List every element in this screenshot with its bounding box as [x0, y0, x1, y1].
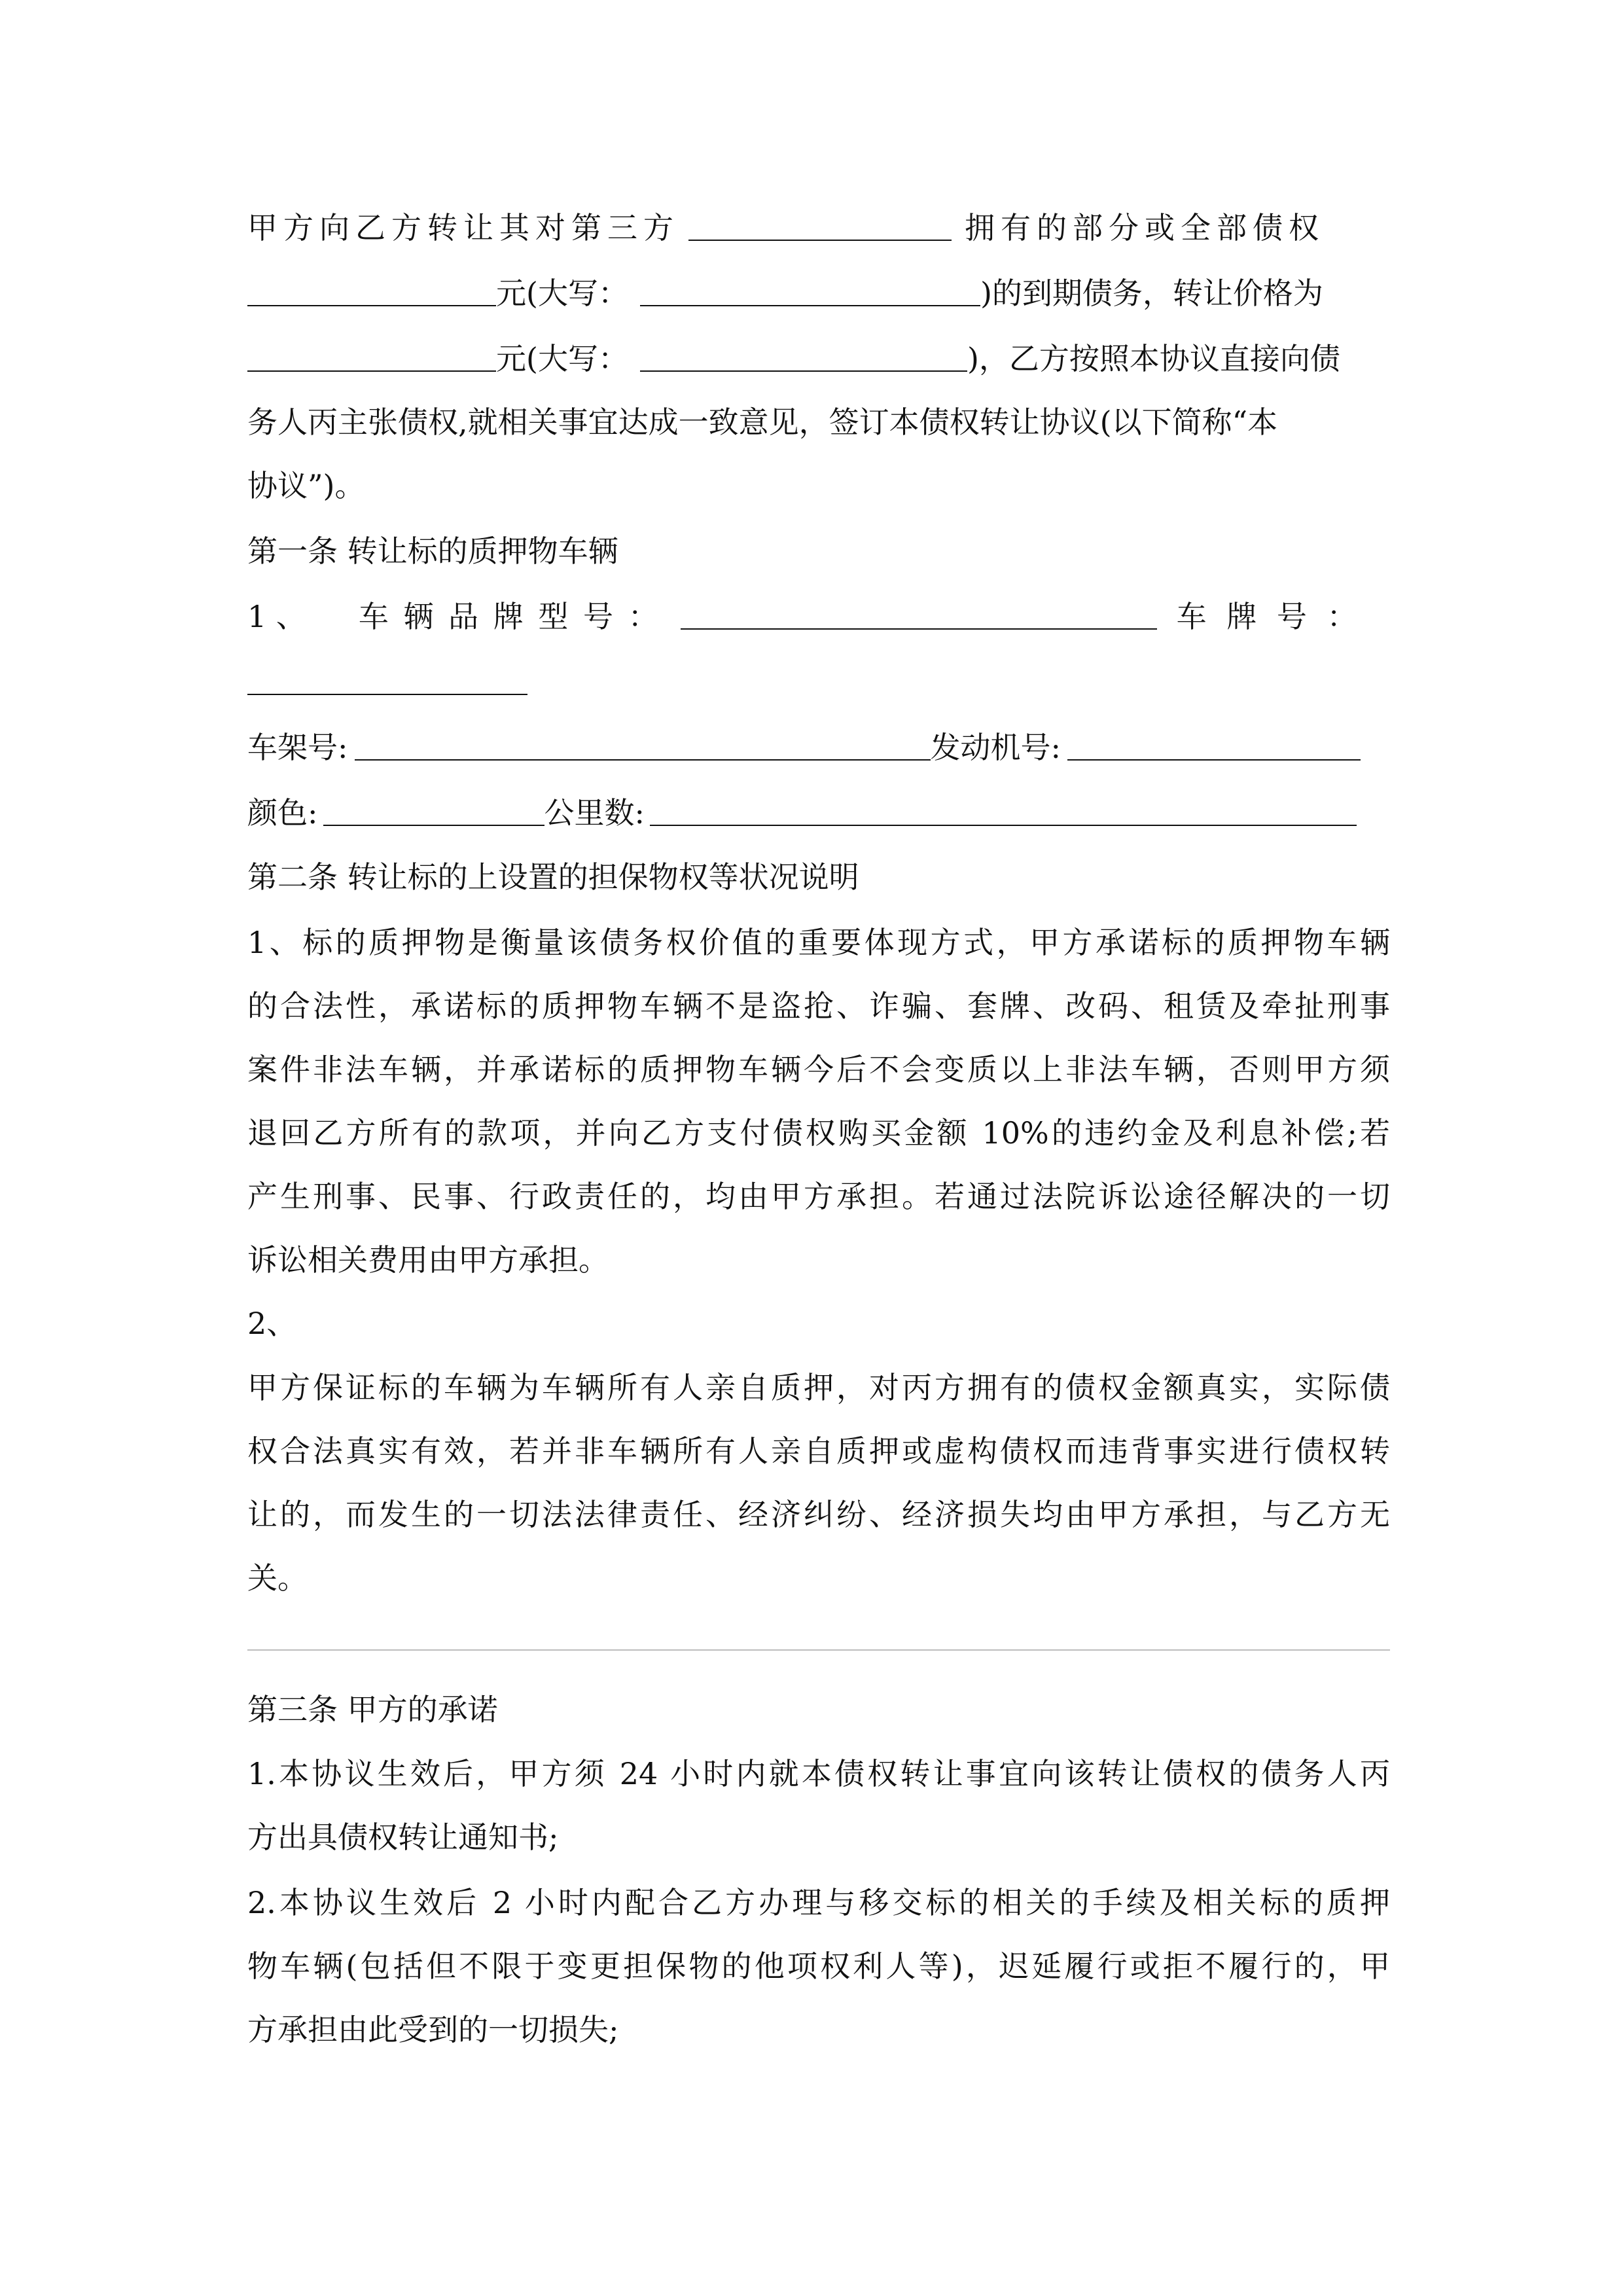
article-2-item-2-number: 2、 [247, 1306, 297, 1341]
color-mileage-line [247, 793, 1390, 833]
vehicle-brand-line [247, 597, 1390, 636]
article-3-p1-line: 方出具债权转让通知书; [247, 1820, 559, 1855]
divider-line [247, 1649, 1390, 1651]
color-blank [323, 796, 544, 826]
brand-model-blank [681, 600, 1157, 630]
article-1-title: 第一条 转让标的质押物车辆 [247, 533, 618, 569]
article-3-p2-line: 2.本协议生效后 2 小时内配合乙方办理与移交标的相关的手续及相关标的质押 [247, 1885, 1390, 1920]
intro-line-1 [247, 208, 1390, 247]
engine-number-blank [1067, 730, 1361, 761]
intro-text: )，乙方按照本协议直接向债 [967, 341, 1340, 376]
intro-line-5: 协议”)。 [247, 468, 365, 503]
item-number: 1 、 [247, 599, 306, 634]
claim-amount-uppercase-blank [640, 276, 980, 306]
price-amount-blank [247, 342, 496, 372]
frame-number-label: 车架号: [247, 730, 348, 765]
intro-line-3 [247, 339, 1390, 378]
article-2-p1-line: 产生刑事、民事、行政责任的，均由甲方承担。若通过法院诉讼途径解决的一切 [247, 1179, 1390, 1214]
article-2-p1-line: 1、标的质押物是衡量该债务权价值的重要体现方式，甲方承诺标的质押物车辆 [247, 925, 1390, 960]
brand-model-label: 车 辆 品 牌 型 号 ： [358, 599, 661, 634]
article-2-p2-line: 权合法真实有效，若并非车辆所有人亲自质押或虚构债权而违背事实进行债权转 [247, 1433, 1390, 1469]
mileage-blank [650, 796, 1357, 826]
article-2-p1-line: 的合法性，承诺标的质押物车辆不是盗抢、诈骗、套牌、改码、租赁及牵扯刑事 [247, 988, 1390, 1024]
frame-engine-line [247, 728, 1390, 767]
intro-text: 拥有的部分或全部债权 [965, 210, 1325, 245]
article-3-title: 第三条 甲方的承诺 [247, 1692, 498, 1727]
intro-text: 元(大写： [496, 276, 628, 311]
intro-text: 元(大写： [496, 341, 628, 376]
intro-line-2 [247, 274, 1390, 313]
intro-text: )的到期债务，转让价格为 [980, 276, 1323, 311]
article-2-p1-line: 诉讼相关费用由甲方承担。 [247, 1242, 609, 1278]
article-3-p2-line: 方承担由此受到的一切损失; [247, 2012, 619, 2047]
mileage-label: 公里数: [544, 795, 645, 831]
engine-number-label: 发动机号: [930, 730, 1061, 765]
intro-line-4: 务人丙主张债权,就相关事宜达成一致意见，签订本债权转让协议(以下简称“本 [247, 404, 1278, 440]
article-3-p1-line: 1.本协议生效后，甲方须 24 小时内就本债权转让事宜向该转让债权的债务人丙 [247, 1756, 1390, 1791]
plate-number-blank [247, 665, 527, 695]
third-party-blank [688, 211, 952, 241]
intro-text: 甲方向乙方转让其对第三方 [247, 210, 679, 245]
frame-number-blank [355, 730, 931, 761]
claim-amount-blank [247, 276, 496, 306]
article-2-p2-line: 让的，而发生的一切法法律责任、经济纠纷、经济损失均由甲方承担，与乙方无 [247, 1497, 1390, 1532]
color-label: 颜色: [247, 795, 318, 831]
price-amount-uppercase-blank [640, 342, 967, 372]
article-2-p1-line: 案件非法车辆，并承诺标的质押物车辆今后不会变质以上非法车辆，否则甲方须 [247, 1052, 1390, 1087]
article-2-p2-line: 关。 [247, 1560, 308, 1596]
article-3-p2-line: 物车辆(包括但不限于变更担保物的他项权利人等)，迟延履行或拒不履行的，甲 [247, 1948, 1390, 1984]
article-2-title: 第二条 转让标的上设置的担保物权等状况说明 [247, 859, 859, 895]
article-2-p2-line: 甲方保证标的车辆为车辆所有人亲自质押，对丙方拥有的债权金额真实，实际债 [247, 1370, 1390, 1405]
article-2-p1-line: 退回乙方所有的款项，并向乙方支付债权购买金额 10%的违约金及利息补偿;若 [247, 1115, 1390, 1151]
plate-number-line [247, 662, 1390, 702]
plate-number-label: 车 牌 号 ： [1176, 599, 1363, 634]
